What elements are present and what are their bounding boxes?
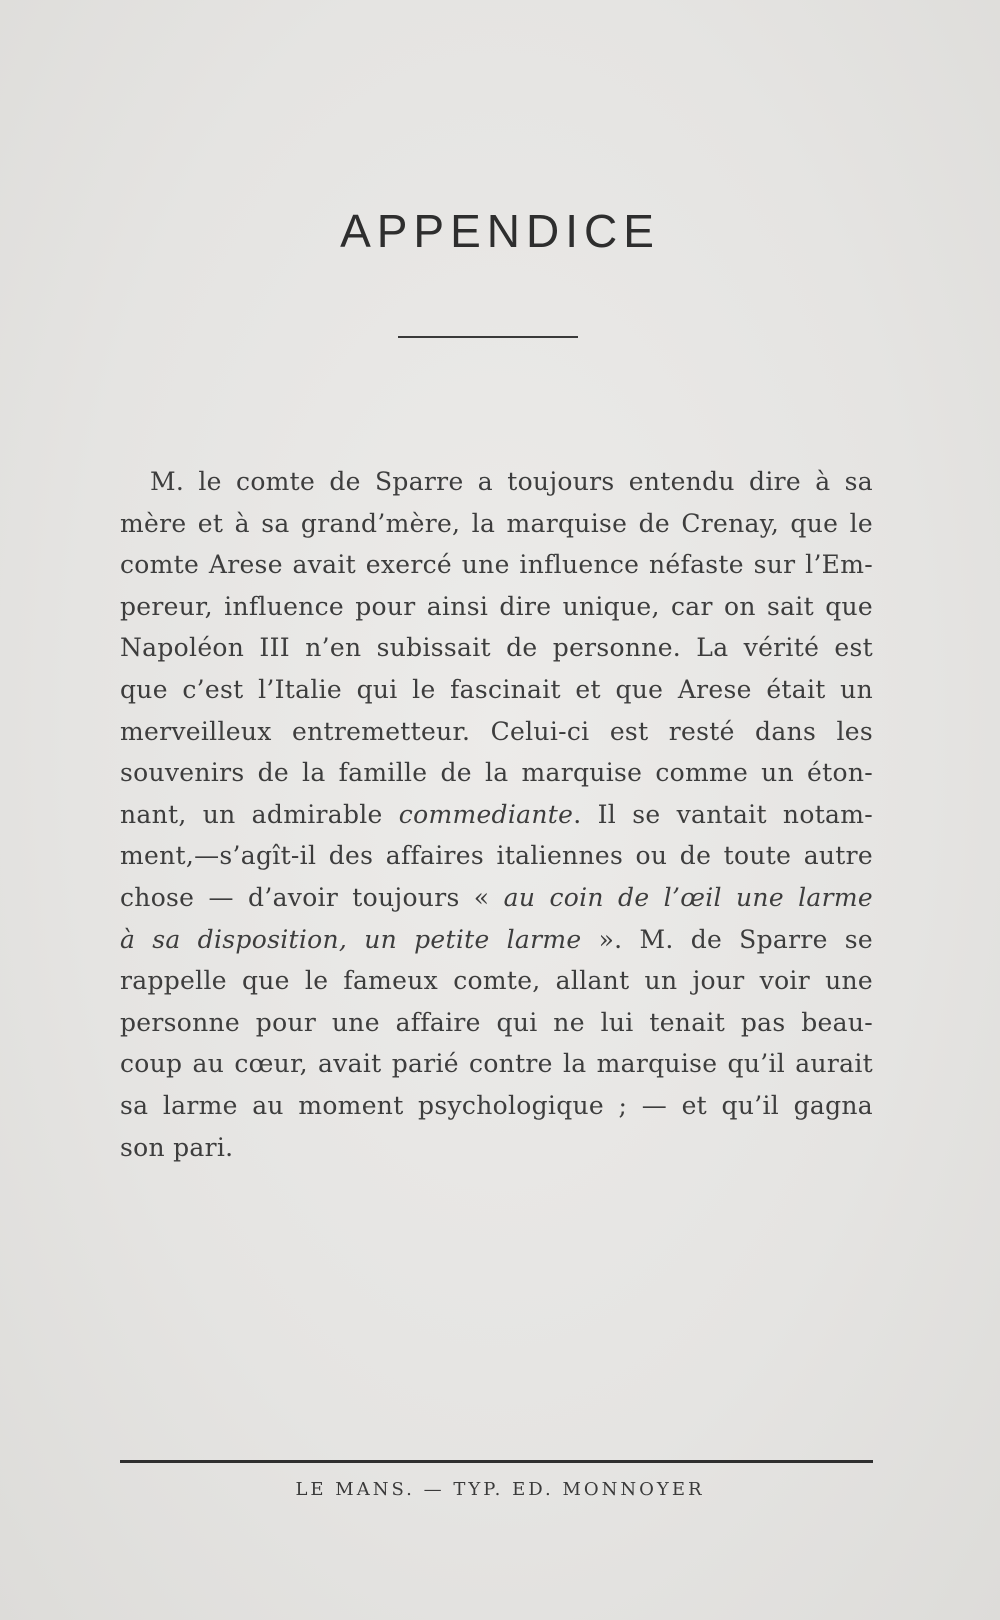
text-line: rappelle que le fameux comte, allant un jour voir une — [120, 966, 873, 996]
text-run: . Il se vantait notam- — [573, 799, 873, 829]
text-line: souvenirs de la famille de la marquise comme un éton- — [120, 758, 873, 788]
appendix-paragraph — [120, 461, 873, 1168]
text-line: mère et à sa grand’mère, la marquise de Crenay, que le — [120, 508, 873, 538]
text-line: M. le comte de Sparre a toujours entendu dire à sa — [150, 467, 873, 496]
italic-phrase: au coin de l’œil une larme — [503, 882, 873, 912]
text-line: que c’est l’Italie qui le fascinait et que Arese était un — [120, 674, 873, 704]
text-line — [120, 877, 873, 919]
text-line — [120, 919, 873, 961]
text-line: sa larme au moment psychologique ; — et qu’il gagna — [120, 1090, 873, 1120]
text-line: Napoléon III n’en subissait de personne. La vérité est — [120, 633, 873, 663]
italic-phrase: commediante — [398, 799, 574, 829]
text-run: chose — d’avoir toujours « — [120, 882, 504, 912]
footer-divider — [120, 1460, 873, 1463]
italic-phrase: à sa disposition, un petite larme — [120, 924, 582, 954]
text-line: ment,—s’agît-il des affaires italiennes ou de toute autre — [120, 841, 873, 871]
text-line: coup au cœur, avait parié contre la marquise qu’il aurait — [120, 1049, 873, 1079]
text-run: ». M. de Sparre se — [581, 924, 874, 954]
text-line — [120, 794, 873, 836]
title-divider — [398, 336, 578, 338]
page-title: APPENDICE — [340, 205, 660, 257]
text-line: son pari. — [120, 1132, 234, 1162]
text-line: comte Arese avait exercé une influence néfaste sur l’Em- — [120, 550, 873, 580]
text-run: nant, un admirable — [120, 799, 399, 829]
text-line: merveilleux entremetteur. Celui-ci est resté dans les — [120, 716, 873, 746]
text-line: pereur, influence pour ainsi dire unique, car on sait que — [120, 591, 873, 621]
text-line: personne pour une affaire qui ne lui tenait pas beau- — [120, 1007, 873, 1037]
printer-colophon: LE MANS. — TYP. ED. MONNOYER — [295, 1479, 705, 1500]
